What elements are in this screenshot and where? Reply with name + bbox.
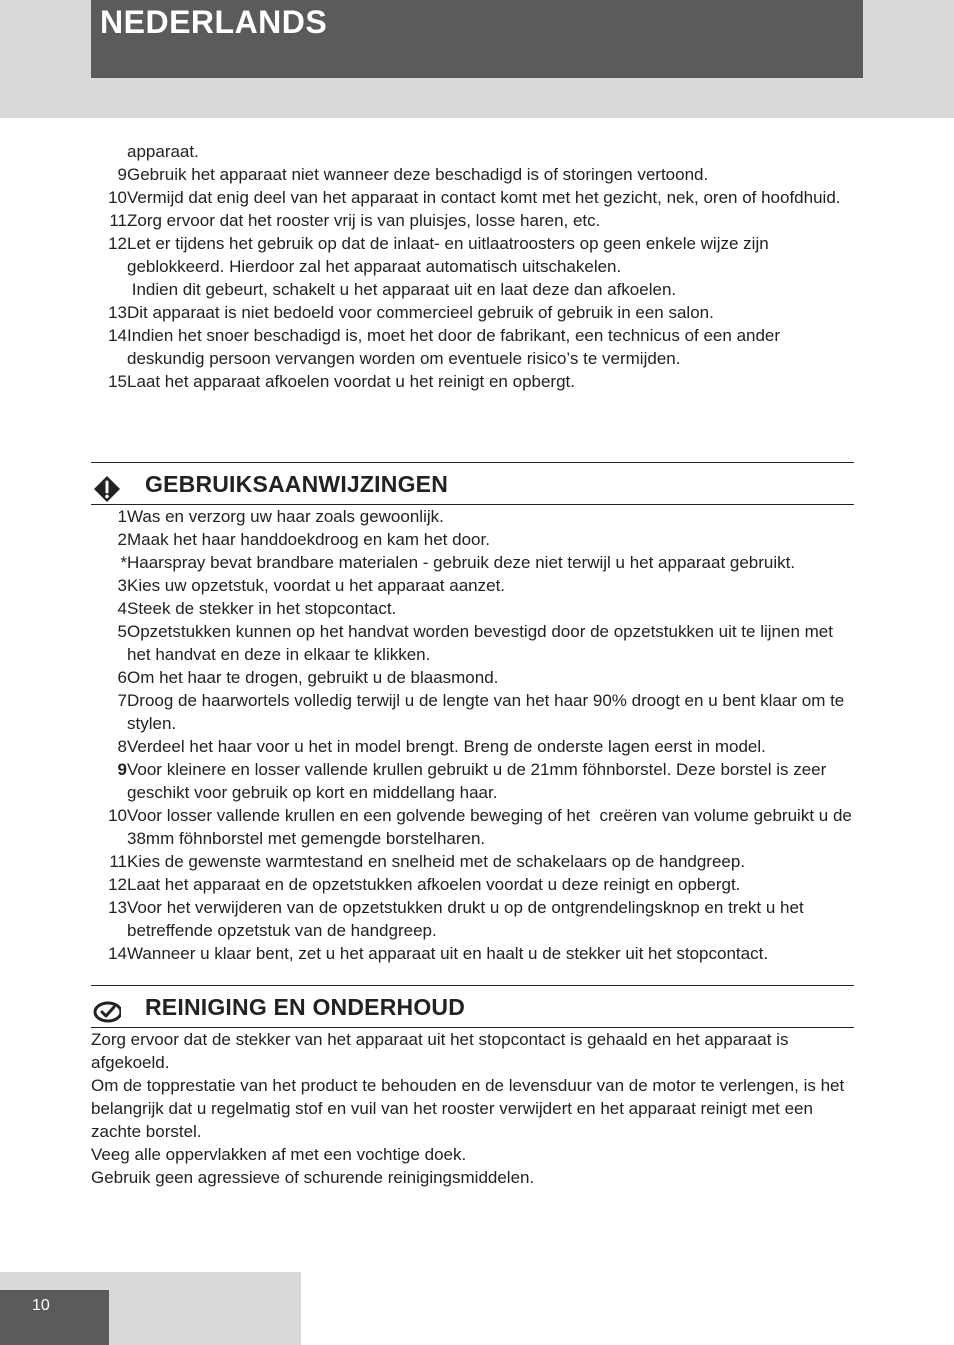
item-text: Gebruik het apparaat niet wanneer deze beschadigd is of storingen vertoond.: [127, 165, 709, 184]
item-text: Kies de gewenste warmtestand en snelheid met de schakelaars op de handgreep.: [127, 852, 746, 871]
language-title: NEDERLANDS: [100, 4, 328, 40]
list-item: [91, 804, 857, 850]
usage-section: [91, 462, 857, 965]
cleaning-heading: [91, 985, 854, 1028]
intro-list: [91, 140, 854, 420]
list-item: [91, 551, 854, 574]
item-text: Verdeel het haar voor u het in model brengt. Breng de onderste lagen eerst in model.: [127, 737, 766, 756]
item-number: 9: [117, 760, 127, 779]
item-text: Let er tijdens het gebruik op dat de inlaat- en uitlaatroosters op geen enkele wijze zijn geblokkeerd. Hierdoor zal het apparaat automatisch uitschakelen.: [127, 234, 769, 276]
list-item: [91, 528, 854, 551]
item-text: Kies uw opzetstuk, voordat u het apparaat aanzet.: [127, 576, 506, 595]
item-text: Vermijd dat enig deel van het apparaat in contact komt met het gezicht, nek, oren of hoofdhuid.: [127, 188, 841, 207]
list-item: [91, 666, 854, 689]
list-item: [91, 140, 854, 163]
paragraph: Om de topprestatie van het product te behouden en de levensduur van de motor te verlengen, is het belangrijk dat u regelmatig stof en vuil van het rooster verwijdert en het apparaat reinigt met een zachte borstel.: [91, 1076, 845, 1141]
list-item: [91, 689, 854, 735]
list-item: [91, 850, 854, 873]
item-text: Laat het apparaat en de opzetstukken afkoelen voordat u deze reinigt en opbergt.: [127, 875, 741, 894]
item-number: 10: [108, 188, 127, 207]
item-text: Voor het verwijderen van de opzetstukken drukt u op de ontgrendelingsknop en trekt u het betreffende opzetstuk van de handgreep.: [127, 898, 804, 940]
list-item: [91, 597, 854, 620]
cleaning-section: [91, 985, 854, 1189]
item-text: Om het haar te drogen, gebruikt u de blaasmond.: [127, 668, 499, 687]
item-number: 10: [108, 806, 127, 825]
usage-list: [91, 505, 857, 965]
item-number: 14: [108, 326, 127, 345]
usage-title: GEBRUIKSAANWIJZINGEN: [145, 471, 449, 497]
paragraph: Zorg ervoor dat de stekker van het apparaat uit het stopcontact is gehaald en het apparaat is afgekoeld.: [91, 1030, 789, 1072]
list-item: [91, 620, 854, 666]
item-text: Indien het snoer beschadigd is, moet het door de fabrikant, een technicus of een ander deskundig persoon vervangen worden om eventuele risico’s te vermijden.: [127, 326, 781, 368]
list-item: [91, 942, 854, 965]
item-text: Indien dit gebeurt, schakelt u het apparaat uit en laat deze dan afkoelen.: [127, 280, 677, 299]
list-item: [91, 209, 854, 232]
item-number: 1: [117, 507, 127, 526]
list-item: [91, 758, 854, 804]
list-item: [91, 278, 854, 301]
item-number: 13: [108, 898, 127, 917]
paragraph: Gebruik geen agressieve of schurende reinigingsmiddelen.: [91, 1168, 535, 1187]
list-item: [91, 896, 854, 942]
list-item: [91, 574, 854, 597]
item-text: Voor losser vallende krullen en een golvende beweging of het creëren van volume gebruikt u de 38mm föhnborstel met gemengde borstelharen.: [127, 806, 857, 848]
page-number: 10: [32, 1297, 50, 1314]
paragraph: Veeg alle oppervlakken af met een vochtige doek.: [91, 1145, 467, 1164]
language-bar: [91, 0, 863, 78]
item-number: 8: [117, 737, 127, 756]
item-number: *: [120, 553, 127, 572]
item-number: 4: [117, 599, 127, 618]
item-number: 5: [117, 622, 127, 641]
cleaning-text: [91, 1028, 854, 1189]
item-number: 7: [117, 691, 127, 710]
item-text: Was en verzorg uw haar zoals gewoonlijk.: [127, 507, 444, 526]
item-number: 11: [109, 852, 127, 871]
item-number: 12: [108, 875, 127, 894]
circle-check-icon: [93, 998, 121, 1026]
item-text: apparaat.: [127, 142, 199, 161]
list-item: [91, 324, 854, 370]
item-number: 2: [117, 530, 127, 549]
list-item: [91, 505, 854, 528]
item-text: Laat het apparaat afkoelen voordat u het reinigt en opbergt.: [127, 372, 575, 391]
item-number: 12: [108, 234, 127, 253]
cleaning-title: REINIGING EN ONDERHOUD: [145, 994, 466, 1020]
item-text: Voor kleinere en losser vallende krullen gebruikt u de 21mm föhnborstel. Deze borstel is zeer geschikt voor gebruik op kort en middellang haar.: [127, 760, 827, 802]
list-item: [91, 370, 854, 393]
usage-heading: [91, 462, 854, 505]
list-item: [91, 163, 854, 186]
item-text: Droog de haarwortels volledig terwijl u de lengte van het haar 90% droogt en u bent klaar om te stylen.: [127, 691, 845, 733]
list-item: [91, 735, 854, 758]
page-number-box: [0, 1290, 109, 1345]
item-text: Opzetstukken kunnen op het handvat worden bevestigd door de opzetstukken uit te lijnen met het handvat en deze in elkaar te klikken.: [127, 622, 833, 664]
pointing-hand-icon: [93, 475, 121, 503]
item-text: Steek de stekker in het stopcontact.: [127, 599, 397, 618]
list-item: [91, 186, 854, 209]
item-number: 15: [108, 372, 127, 391]
list-item: [91, 232, 854, 278]
page-content: [91, 140, 857, 1189]
item-text: Maak het haar handdoekdroog en kam het door.: [127, 530, 490, 549]
list-item: [91, 873, 854, 896]
item-text: Zorg ervoor dat het rooster vrij is van pluisjes, losse haren, etc.: [127, 211, 601, 230]
item-number: 6: [117, 668, 127, 687]
item-number: 13: [108, 303, 127, 322]
list-item: [91, 301, 854, 324]
item-text: Dit apparaat is niet bedoeld voor commercieel gebruik of gebruik in een salon.: [127, 303, 714, 322]
item-number: 14: [108, 944, 127, 963]
item-number: 11: [109, 211, 127, 230]
item-number: [91, 278, 127, 301]
item-text: Wanneer u klaar bent, zet u het apparaat uit en haalt u de stekker uit het stopcontact.: [127, 944, 769, 963]
item-number: [91, 140, 127, 163]
item-text: Haarspray bevat brandbare materialen - gebruik deze niet terwijl u het apparaat gebruikt.: [127, 553, 796, 572]
item-number: 9: [117, 165, 127, 184]
item-number: 3: [117, 576, 127, 595]
